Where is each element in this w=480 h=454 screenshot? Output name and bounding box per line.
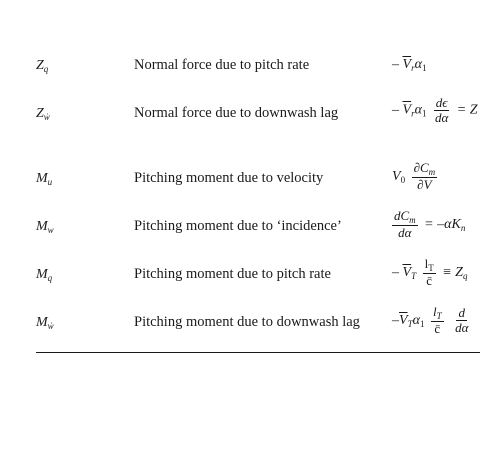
table-row	[0, 94, 480, 134]
derivative-description: Pitching moment due to downwash lag	[134, 314, 360, 330]
derivative-description: Normal force due to pitch rate	[134, 57, 310, 73]
derivative-symbol: $Z_q$	[36, 58, 49, 74]
table-row	[0, 303, 480, 343]
table-row	[0, 159, 480, 199]
table-row	[0, 207, 480, 247]
derivative-description: Pitching moment due to pitch rate	[134, 266, 331, 282]
fraction: $\frac{\partial C_m}{\partial V}$	[413, 160, 436, 193]
fraction: $\frac{d\epsilon}{d\alpha}$	[434, 95, 449, 125]
table-row	[0, 46, 480, 86]
derivative-symbol: $M_q$	[36, 267, 53, 283]
derivative-expression: – $\overline{V}_r\alpha_1$	[392, 57, 427, 73]
fraction: $\frac{dC_m}{d\alpha}$	[394, 208, 416, 241]
table-row	[0, 255, 480, 295]
fraction: $\frac{l_T}{c̄}$	[424, 256, 434, 289]
derivative-expression: – $\overline{V}_T$ $\frac{l_T}{c̄}$ ≡ $Z_q$	[392, 256, 468, 289]
fraction: $\frac{d}{d\alpha}$	[455, 305, 469, 336]
derivative-description: Normal force due to downwash lag	[134, 105, 339, 121]
derivative-expression: $V_0$ $\frac{\partial C_m}{\partial V}$	[392, 160, 436, 193]
derivative-symbol: $Z_ẇ$	[36, 106, 50, 122]
fraction: $\frac{l_T}{c̄}$	[432, 304, 442, 337]
derivative-expression: $\frac{dC_m}{d\alpha}$ = $-\alpha K_n$	[394, 208, 466, 241]
derivative-expression: – $\overline{V}_r\alpha_1$ $\frac{d\epsilon}{d\alpha}$ = Z	[392, 95, 478, 125]
derivative-symbol: $M_u$	[36, 171, 53, 187]
derivative-description: Pitching moment due to velocity	[134, 170, 324, 186]
derivative-symbol: $M_w$	[36, 219, 54, 235]
table-bottom-rule	[36, 352, 480, 353]
derivative-description: Pitching moment due to ‘incidence’	[134, 218, 342, 234]
derivative-expression: $-\overline{V}_T\alpha_1$ $\frac{l_T}{c̄}$ $\frac{d}{d\alpha}$	[392, 304, 469, 337]
derivative-symbol: $M_ẇ$	[36, 315, 54, 331]
